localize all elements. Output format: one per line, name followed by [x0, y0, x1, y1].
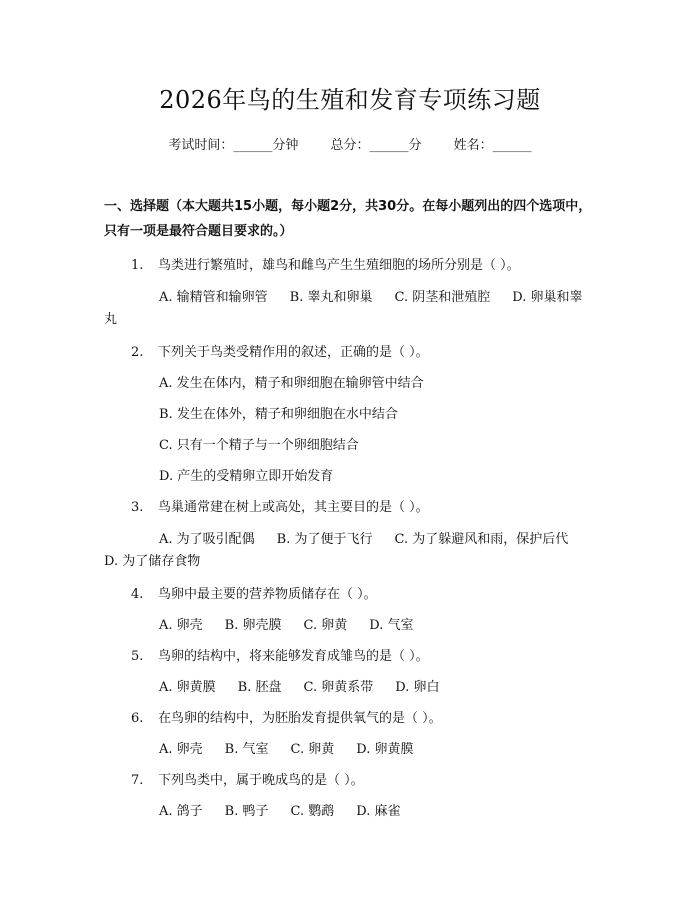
question-stem — [104, 498, 596, 517]
question-number: 6. — [131, 711, 144, 726]
question-number: 2. — [131, 345, 144, 360]
option-list — [104, 529, 596, 573]
option-c: C. 鹦鹉 — [290, 804, 335, 819]
option-list — [104, 616, 596, 635]
option-c: C. 为了躲避风和雨，保护后代 — [394, 532, 569, 547]
option-a: A. 发生在体内，精子和卵细胞在输卵管中结合 — [159, 376, 424, 391]
question-stem — [104, 256, 596, 275]
exam-meta — [104, 136, 596, 156]
option-a: A. 鸽子 — [159, 804, 203, 819]
option-a: A. 卵黄膜 — [159, 680, 216, 695]
option-d: D. 麻雀 — [356, 804, 401, 819]
option-c: C. 卵黄 — [290, 742, 335, 757]
question — [104, 256, 596, 331]
option-c: C. 只有一个精子与一个卵细胞结合 — [159, 438, 359, 453]
option-b: B. 发生在体外，精子和卵细胞在水中结合 — [159, 407, 398, 422]
question — [104, 343, 596, 486]
option-b: B. 胚盘 — [237, 680, 282, 695]
option-d: D. 卵巢和睾丸 — [104, 290, 583, 327]
option-d: D. 为了储存食物 — [104, 554, 201, 569]
question — [104, 647, 596, 697]
option-list — [104, 740, 596, 759]
question-stem — [104, 771, 596, 790]
question-text: 鸟类进行繁殖时，雄鸟和雌鸟产生生殖细胞的场所分别是（ ）。 — [158, 258, 520, 273]
option-b: B. 为了便于飞行 — [276, 532, 373, 547]
question-text: 鸟卵的结构中，将来能够发育成雏鸟的是（ ）。 — [158, 649, 429, 664]
option-d: D. 气室 — [369, 618, 414, 633]
question-text: 鸟巢通常建在树上或高处，其主要目的是（ ）。 — [158, 500, 429, 515]
student-name-field: 姓名：______ — [453, 138, 532, 153]
question-text: 鸟卵中最主要的营养物质储存在（ ）。 — [158, 587, 377, 602]
option-a: A. 卵壳 — [159, 618, 203, 633]
option-a: A. 输精管和输卵管 — [159, 290, 268, 305]
section-heading: 一、选择题（本大题共15小题，每小题2分，共30分。在每小题列出的四个选项中，只有一项是最符合题目要求的。） — [104, 199, 592, 239]
option-d: D. 产生的受精卵立即开始发育 — [159, 469, 334, 484]
option-b: B. 卵壳膜 — [224, 618, 282, 633]
question-number: 3. — [131, 500, 144, 515]
question-text: 在鸟卵的结构中，为胚胎发育提供氧气的是（ ）。 — [158, 711, 442, 726]
question-number: 4. — [131, 587, 144, 602]
option-list — [104, 287, 596, 331]
question-stem — [104, 709, 596, 728]
page-title: 2026年鸟的生殖和发育专项练习题 — [159, 86, 541, 114]
option-d: D. 卵白 — [395, 680, 440, 695]
question-text: 下列关于鸟类受精作用的叙述，正确的是（ ）。 — [158, 345, 429, 360]
total-score-field: 总分：______分 — [330, 138, 422, 153]
option-c: C. 卵黄 — [303, 618, 348, 633]
option-a: A. 为了吸引配偶 — [159, 532, 255, 547]
exam-time-field: 考试时间：______分钟 — [168, 138, 299, 153]
option-b: B. 鸭子 — [224, 804, 269, 819]
question — [104, 709, 596, 759]
question-stem — [104, 585, 596, 604]
option-list — [104, 678, 596, 697]
option-d: D. 卵黄膜 — [356, 742, 414, 757]
question — [104, 585, 596, 635]
option-a: A. 卵壳 — [159, 742, 203, 757]
option-list — [104, 802, 596, 821]
question — [104, 498, 596, 573]
option-list — [104, 374, 596, 486]
option-b: B. 气室 — [224, 742, 269, 757]
option-c: C. 卵黄系带 — [303, 680, 374, 695]
question-number: 1. — [131, 258, 144, 273]
question-text: 下列鸟类中，属于晚成鸟的是（ ）。 — [158, 773, 364, 788]
question-number: 7. — [131, 773, 144, 788]
question — [104, 771, 596, 821]
question-number: 5. — [131, 649, 144, 664]
question-stem — [104, 647, 596, 666]
option-b: B. 睾丸和卵巢 — [289, 290, 373, 305]
option-c: C. 阴茎和泄殖腔 — [394, 290, 491, 305]
question-stem — [104, 343, 596, 362]
